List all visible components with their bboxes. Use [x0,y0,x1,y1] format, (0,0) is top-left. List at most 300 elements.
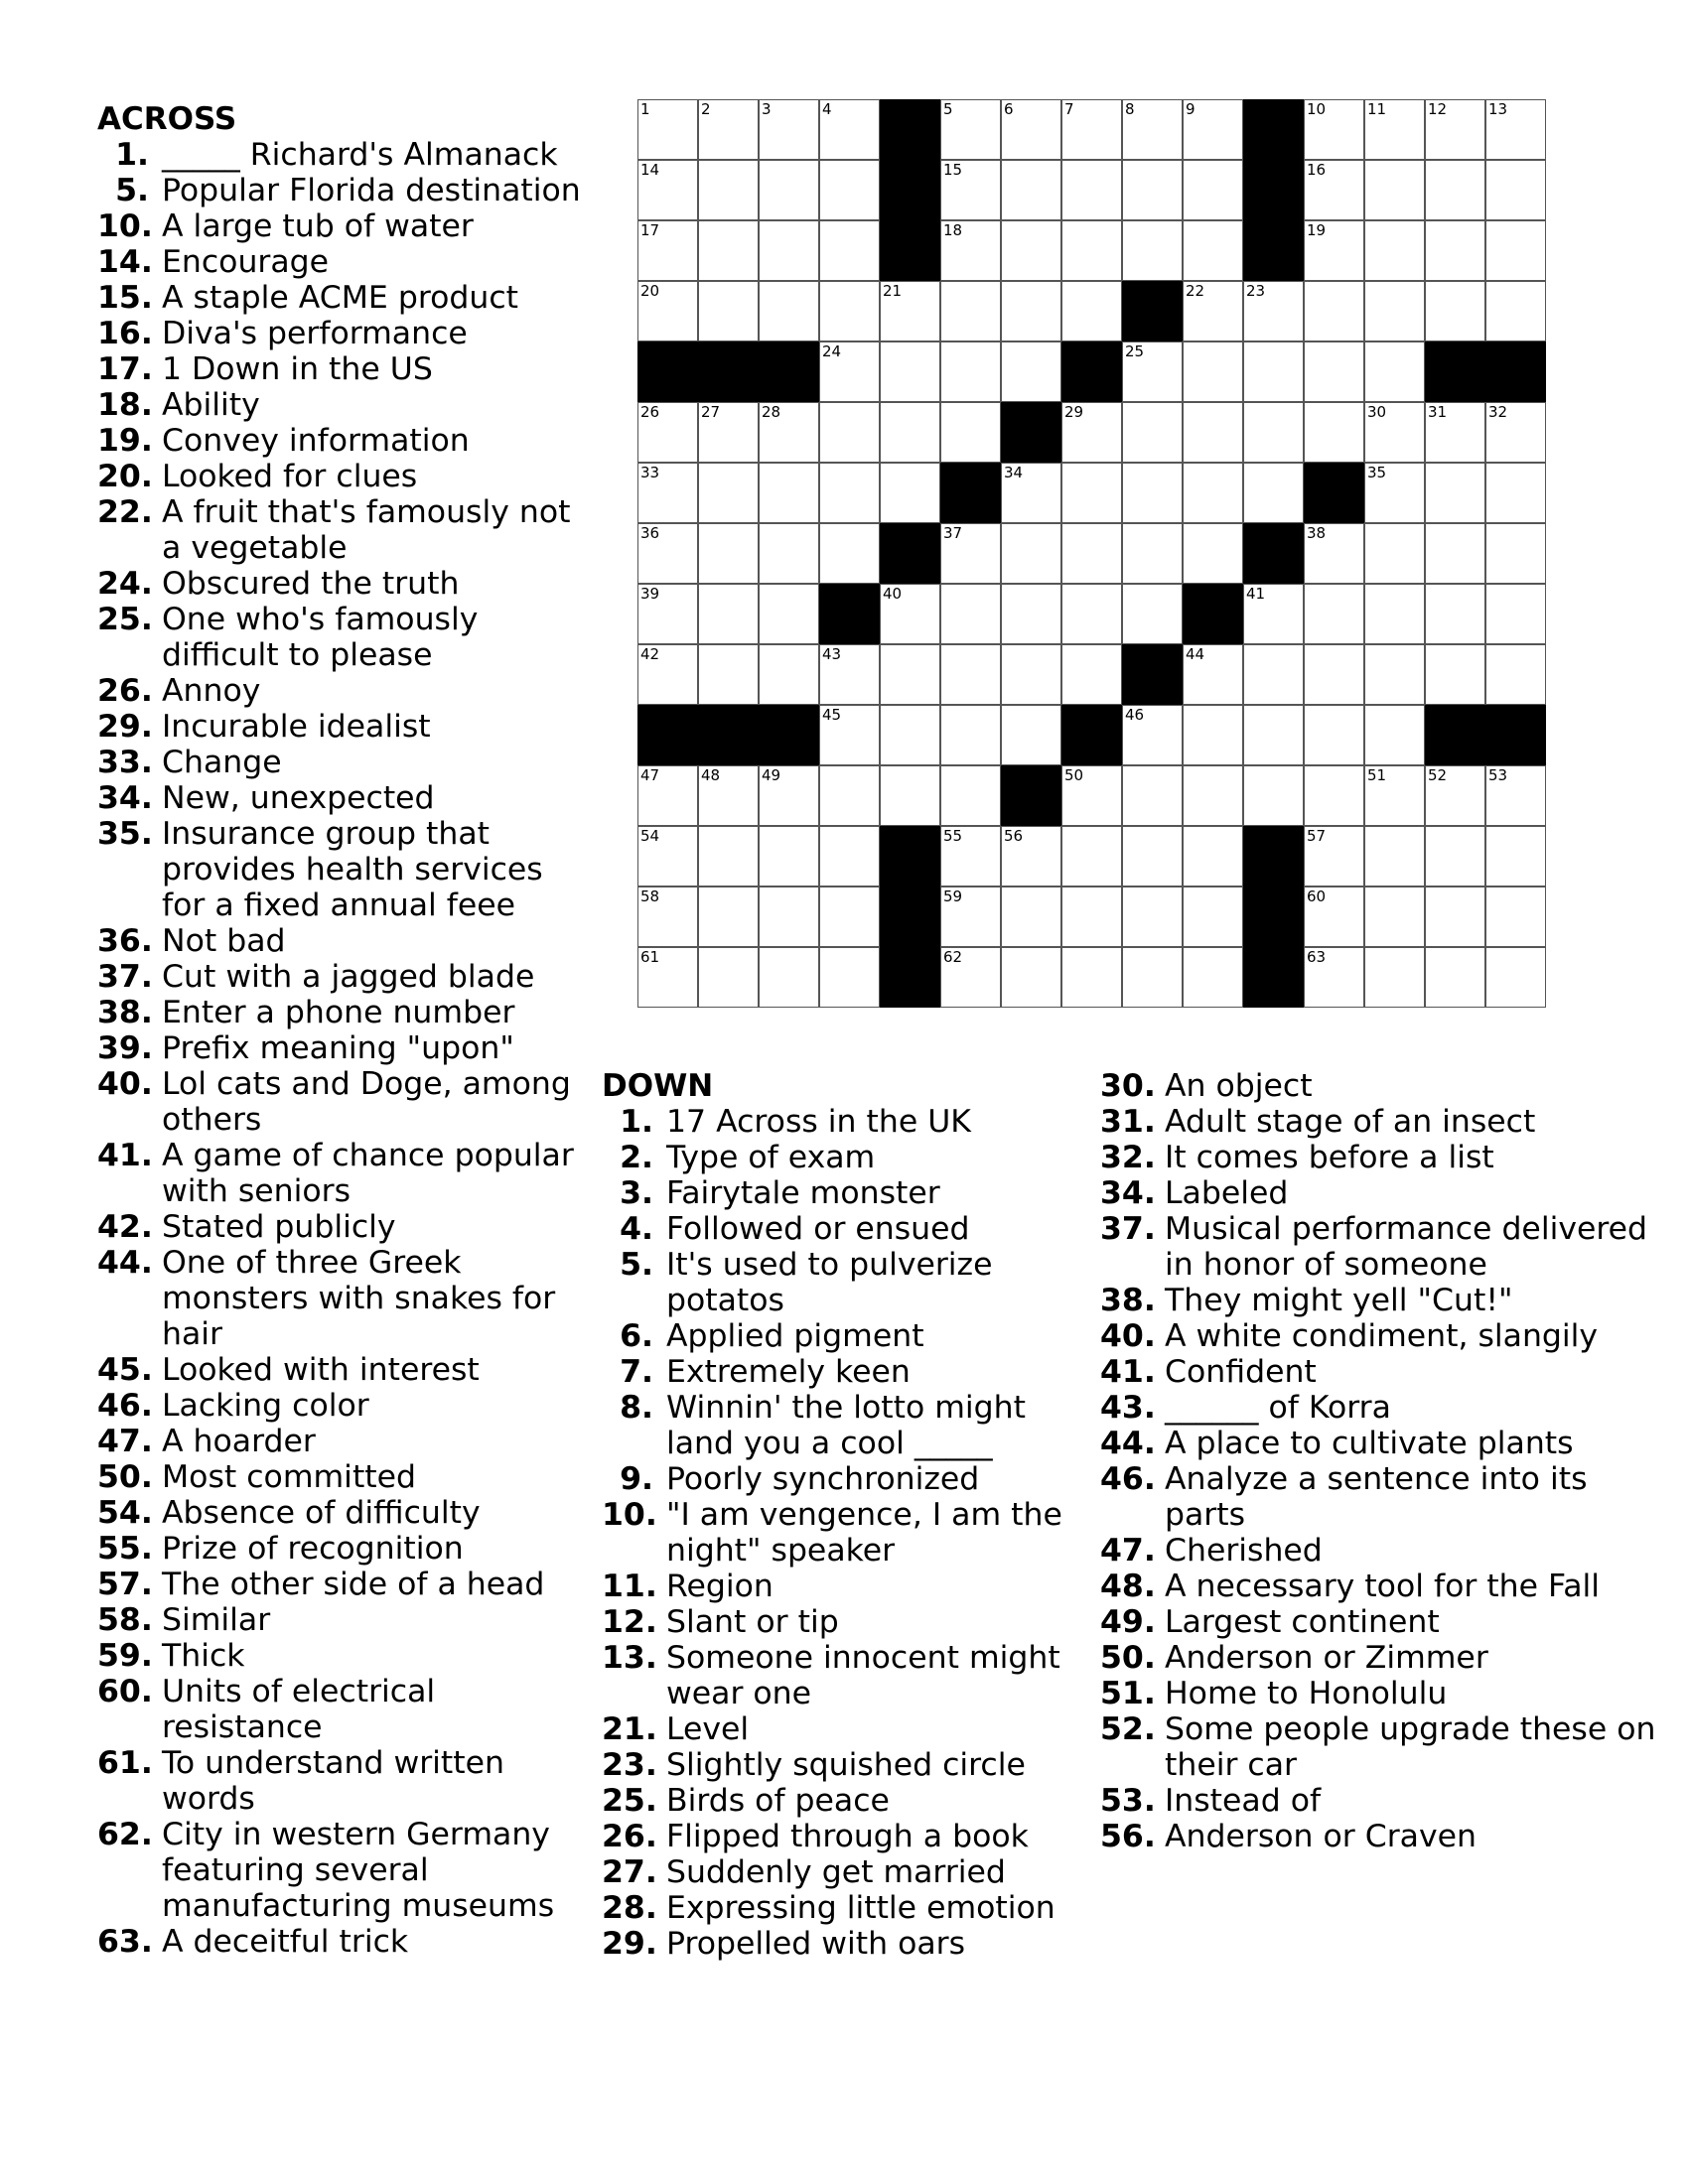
cell-number: 48 [701,766,721,784]
clue-text: One who's famously difficult to please [162,602,479,673]
grid-cell[interactable] [759,402,819,463]
grid-cell[interactable] [1364,523,1425,584]
grid-cell[interactable] [1122,584,1183,644]
grid-cell[interactable] [759,644,819,705]
grid-cell[interactable] [1364,402,1425,463]
clue-number: 35. [97,816,153,852]
grid-cell[interactable] [940,705,1001,765]
grid-cell[interactable] [940,887,1001,947]
grid-cell[interactable] [1183,341,1243,402]
clue-text: Slant or tip [666,1604,839,1640]
grid-cell[interactable] [819,887,880,947]
grid-cell[interactable] [1183,826,1243,887]
cell-number: 6 [1004,100,1014,118]
grid-cell[interactable] [819,644,880,705]
clue-number: 17. [97,351,153,387]
grid-cell[interactable] [1122,947,1183,1008]
grid-cell[interactable] [819,463,880,523]
clue-item [97,1245,594,1352]
grid-cell[interactable] [1122,826,1183,887]
clue-number: 10. [97,208,153,244]
clue-number: 53. [1100,1783,1156,1819]
clue-item [1100,1211,1656,1283]
grid-cell[interactable] [1485,220,1546,281]
grid-cell[interactable] [637,160,698,220]
grid-cell[interactable] [1485,947,1546,1008]
black-square [819,584,880,644]
grid-cell[interactable] [637,523,698,584]
grid-cell[interactable] [819,341,880,402]
clue-number: 27. [602,1854,657,1890]
clue-text: Anderson or Craven [1165,1819,1477,1854]
black-square [698,705,759,765]
grid-cell[interactable] [880,341,940,402]
cell-number: 27 [701,403,721,421]
grid-cell[interactable] [940,523,1001,584]
grid-cell[interactable] [1001,947,1061,1008]
clue-text: Instead of [1165,1783,1322,1819]
grid-cell[interactable] [1485,765,1546,826]
grid-cell[interactable] [1183,99,1243,160]
grid-cell[interactable] [1485,523,1546,584]
clue-text: Labeled [1165,1175,1289,1211]
clue-text: The other side of a head [162,1567,545,1602]
cell-number: 40 [883,585,903,603]
grid-cell[interactable] [1001,281,1061,341]
clue-text: It's used to pulverize potatos [666,1247,993,1318]
grid-cell[interactable] [1183,402,1243,463]
grid-cell[interactable] [1001,826,1061,887]
grid-cell[interactable] [759,947,819,1008]
grid-cell[interactable] [940,402,1001,463]
cell-number: 15 [943,161,963,179]
clue-text: 1 Down in the US [162,351,433,387]
grid-cell[interactable] [940,826,1001,887]
grid-cell[interactable] [1001,160,1061,220]
grid-cell[interactable] [1304,644,1364,705]
grid-cell[interactable] [1122,463,1183,523]
cell-number: 53 [1488,766,1508,784]
grid-cell[interactable] [880,402,940,463]
grid-cell[interactable] [819,765,880,826]
grid-cell[interactable] [1122,341,1183,402]
clue-number: 23. [602,1747,657,1783]
grid-cell[interactable] [880,765,940,826]
grid-cell[interactable] [698,402,759,463]
grid-cell[interactable] [698,220,759,281]
grid-cell[interactable] [940,947,1001,1008]
grid-cell[interactable] [1061,947,1122,1008]
grid-cell[interactable] [819,220,880,281]
grid-cell[interactable] [1243,341,1304,402]
grid-cell[interactable] [1183,523,1243,584]
black-square [1122,281,1183,341]
cell-number: 39 [640,585,660,603]
grid-cell[interactable] [819,99,880,160]
grid-cell[interactable] [940,99,1001,160]
grid-cell[interactable] [1122,160,1183,220]
clue-item [97,602,594,673]
grid-cell[interactable] [1364,644,1425,705]
grid-cell[interactable] [1364,160,1425,220]
grid-cell[interactable] [1243,281,1304,341]
grid-cell[interactable] [1183,947,1243,1008]
grid-cell[interactable] [1061,644,1122,705]
clue-text: A staple ACME product [162,280,519,316]
cell-number: 11 [1367,100,1387,118]
clue-number: 21. [602,1711,657,1747]
grid-cell[interactable] [1364,99,1425,160]
clue-number: 15. [97,280,153,316]
clue-item [97,816,594,923]
grid-cell[interactable] [1183,705,1243,765]
cell-number: 43 [822,645,842,663]
grid-cell[interactable] [1364,584,1425,644]
clue-number: 18. [97,387,153,423]
grid-cell[interactable] [1001,523,1061,584]
clue-item [97,1388,594,1424]
grid-cell[interactable] [1304,99,1364,160]
clue-item [1100,1676,1656,1711]
grid-cell[interactable] [1425,584,1485,644]
cell-number: 12 [1428,100,1448,118]
grid-cell[interactable] [880,644,940,705]
cell-number: 1 [640,100,650,118]
grid-cell[interactable] [637,584,698,644]
grid-cell[interactable] [698,160,759,220]
black-square [1001,765,1061,826]
grid-cell[interactable] [698,947,759,1008]
grid-cell[interactable] [880,463,940,523]
grid-cell[interactable] [940,765,1001,826]
clue-number: 1. [115,137,149,173]
grid-cell[interactable] [637,402,698,463]
grid-cell[interactable] [1183,160,1243,220]
grid-cell[interactable] [1243,402,1304,463]
grid-cell[interactable] [1364,341,1425,402]
grid-cell[interactable] [1001,99,1061,160]
clue-number: 14. [97,244,153,280]
grid-cell[interactable] [1304,402,1364,463]
grid-cell[interactable] [637,826,698,887]
black-square [880,523,940,584]
grid-cell[interactable] [1304,826,1364,887]
grid-cell[interactable] [759,99,819,160]
grid-cell[interactable] [1122,402,1183,463]
grid-cell[interactable] [1243,463,1304,523]
grid-cell[interactable] [1485,826,1546,887]
grid-cell[interactable] [637,765,698,826]
clue-item [97,1424,594,1459]
clue-text: Type of exam [666,1140,876,1175]
grid-cell[interactable] [1485,402,1546,463]
grid-cell[interactable] [759,887,819,947]
grid-cell[interactable] [759,826,819,887]
grid-cell[interactable] [1001,887,1061,947]
grid-cell[interactable] [1304,705,1364,765]
grid-cell[interactable] [1485,463,1546,523]
clue-number: 40. [1100,1318,1156,1354]
grid-cell[interactable] [1485,887,1546,947]
clue-text: Extremely keen [666,1354,911,1390]
grid-cell[interactable] [1425,220,1485,281]
clue-text: A game of chance popular with seniors [162,1138,574,1209]
grid-cell[interactable] [1001,341,1061,402]
grid-cell[interactable] [1425,765,1485,826]
grid-cell[interactable] [819,160,880,220]
grid-cell[interactable] [1304,341,1364,402]
grid-cell[interactable] [1001,584,1061,644]
grid-cell[interactable] [759,584,819,644]
grid-cell[interactable] [1364,463,1425,523]
grid-cell[interactable] [1304,220,1364,281]
clue-number: 54. [97,1495,153,1531]
clue-item [97,1030,594,1066]
grid-cell[interactable] [698,281,759,341]
grid-cell[interactable] [698,463,759,523]
clue-number: 47. [97,1424,153,1459]
clue-number: 46. [97,1388,153,1424]
clue-number: 3. [620,1175,653,1211]
grid-cell[interactable] [1183,887,1243,947]
grid-cell[interactable] [1364,281,1425,341]
grid-cell[interactable] [819,523,880,584]
grid-cell[interactable] [1304,523,1364,584]
clue-number: 26. [602,1819,657,1854]
grid-cell[interactable] [1364,826,1425,887]
clue-text: Analyze a sentence into its parts [1165,1461,1588,1533]
grid-cell[interactable] [1364,220,1425,281]
grid-cell[interactable] [1061,463,1122,523]
clue-number: 50. [97,1459,153,1495]
grid-cell[interactable] [1243,705,1304,765]
clue-text: Applied pigment [666,1318,924,1354]
grid-cell[interactable] [637,99,698,160]
grid-cell[interactable] [1304,584,1364,644]
grid-cell[interactable] [819,705,880,765]
grid-cell[interactable] [1364,947,1425,1008]
grid-cell[interactable] [1364,765,1425,826]
clue-text: A fruit that's famously not a vegetable [162,494,571,566]
grid-cell[interactable] [1061,402,1122,463]
grid-cell[interactable] [940,644,1001,705]
clue-number: 5. [620,1247,653,1283]
grid-cell[interactable] [1061,281,1122,341]
grid-cell[interactable] [1122,523,1183,584]
clue-number: 39. [97,1030,153,1066]
grid-cell[interactable] [1122,705,1183,765]
clue-text: Expressing little emotion [666,1890,1055,1926]
clue-item [602,1390,1088,1461]
clue-item [97,780,594,816]
grid-cell[interactable] [637,463,698,523]
grid-cell[interactable] [1061,99,1122,160]
grid-cell[interactable] [1061,584,1122,644]
clue-text: Encourage [162,244,330,280]
grid-cell[interactable] [819,281,880,341]
clue-number: 46. [1100,1461,1156,1497]
cell-number: 28 [762,403,781,421]
grid-cell[interactable] [1061,220,1122,281]
grid-cell[interactable] [637,644,698,705]
grid-cell[interactable] [1001,705,1061,765]
grid-cell[interactable] [1061,826,1122,887]
grid-cell[interactable] [940,220,1001,281]
grid-cell[interactable] [1304,281,1364,341]
grid-cell[interactable] [698,765,759,826]
grid-cell[interactable] [637,887,698,947]
grid-cell[interactable] [1061,523,1122,584]
grid-cell[interactable] [1485,584,1546,644]
grid-cell[interactable] [698,887,759,947]
clue-item [97,709,594,745]
grid-cell[interactable] [759,765,819,826]
grid-cell[interactable] [1364,705,1425,765]
clue-text: Similar [162,1602,271,1638]
grid-cell[interactable] [1425,887,1485,947]
clue-number: 63. [97,1924,153,1960]
grid-cell[interactable] [698,584,759,644]
cell-number: 63 [1307,948,1327,966]
black-square [1243,99,1304,160]
grid-cell[interactable] [819,947,880,1008]
grid-cell[interactable] [1061,887,1122,947]
grid-cell[interactable] [819,402,880,463]
clue-item [97,280,594,316]
grid-cell[interactable] [698,99,759,160]
grid-cell[interactable] [1425,523,1485,584]
grid-cell[interactable] [759,160,819,220]
clue-text: Units of electrical resistance [162,1674,436,1745]
clue-text: A hoarder [162,1424,316,1459]
grid-cell[interactable] [759,523,819,584]
grid-cell[interactable] [1122,220,1183,281]
grid-cell[interactable] [1183,644,1243,705]
grid-cell[interactable] [1425,402,1485,463]
black-square [1001,402,1061,463]
grid-cell[interactable] [1061,160,1122,220]
black-square [1061,705,1122,765]
grid-cell[interactable] [759,463,819,523]
grid-cell[interactable] [1183,765,1243,826]
grid-cell[interactable] [1304,765,1364,826]
grid-cell[interactable] [759,220,819,281]
clue-item [1100,1711,1656,1783]
grid-cell[interactable] [1425,644,1485,705]
grid-cell[interactable] [637,281,698,341]
black-square [1243,160,1304,220]
grid-cell[interactable] [1001,220,1061,281]
clue-number: 4. [620,1211,653,1247]
clue-item [97,1138,594,1209]
grid-cell[interactable] [1122,765,1183,826]
clue-number: 59. [97,1638,153,1674]
black-square [1243,220,1304,281]
clue-text: A white condiment, slangily [1165,1318,1599,1354]
clue-number: 52. [1100,1711,1156,1747]
cell-number: 47 [640,766,660,784]
clue-item [97,423,594,459]
grid-cell[interactable] [637,947,698,1008]
cell-number: 44 [1186,645,1205,663]
clue-text: Followed or ensued [666,1211,970,1247]
grid-cell[interactable] [1183,281,1243,341]
grid-cell[interactable] [1061,765,1122,826]
grid-cell[interactable] [880,584,940,644]
grid-cell[interactable] [1304,887,1364,947]
grid-cell[interactable] [1001,644,1061,705]
grid-cell[interactable] [1425,160,1485,220]
grid-cell[interactable] [940,281,1001,341]
grid-cell[interactable] [1122,99,1183,160]
grid-cell[interactable] [880,705,940,765]
grid-cell[interactable] [1425,463,1485,523]
cell-number: 41 [1246,585,1266,603]
grid-cell[interactable] [1485,160,1546,220]
clue-number: 37. [1100,1211,1156,1247]
across-clue-list [97,137,594,1960]
grid-cell[interactable] [1485,99,1546,160]
clue-text: Popular Florida destination [162,173,581,208]
clue-item [97,173,594,208]
grid-cell[interactable] [1485,644,1546,705]
clue-text: Insurance group that provides health services for a fixed annual feee [162,816,543,923]
clue-text: Cut with a jagged blade [162,959,535,995]
black-square [1061,341,1122,402]
cell-number: 46 [1125,706,1145,724]
grid-cell[interactable] [819,826,880,887]
grid-cell[interactable] [1183,463,1243,523]
down-clue-list-2 [1100,1068,1656,1854]
clue-item [1100,1640,1656,1676]
grid-cell[interactable] [1425,99,1485,160]
grid-cell[interactable] [1243,584,1304,644]
grid-cell[interactable] [1304,947,1364,1008]
clue-text: It comes before a list [1165,1140,1494,1175]
grid-cell[interactable] [698,523,759,584]
grid-cell[interactable] [1122,887,1183,947]
grid-cell[interactable] [759,281,819,341]
cell-number: 33 [640,464,660,481]
grid-cell[interactable] [940,341,1001,402]
cell-number: 5 [943,100,953,118]
black-square [1243,523,1304,584]
grid-cell[interactable] [1485,281,1546,341]
grid-cell[interactable] [1425,281,1485,341]
grid-cell[interactable] [1001,463,1061,523]
clue-item [97,316,594,351]
clue-number: 31. [1100,1104,1156,1140]
grid-cell[interactable] [637,220,698,281]
clue-text: A necessary tool for the Fall [1165,1569,1601,1604]
grid-cell[interactable] [880,281,940,341]
grid-cell[interactable] [698,826,759,887]
grid-cell[interactable] [1304,160,1364,220]
grid-cell[interactable] [1425,947,1485,1008]
grid-cell[interactable] [1243,765,1304,826]
grid-cell[interactable] [1364,887,1425,947]
grid-cell[interactable] [1425,826,1485,887]
clue-item [97,1066,594,1138]
cell-number: 17 [640,221,660,239]
grid-cell[interactable] [940,584,1001,644]
grid-cell[interactable] [940,160,1001,220]
cell-number: 57 [1307,827,1327,845]
grid-cell[interactable] [1183,220,1243,281]
clue-item [1100,1354,1656,1390]
grid-cell[interactable] [1243,644,1304,705]
grid-cell[interactable] [698,644,759,705]
